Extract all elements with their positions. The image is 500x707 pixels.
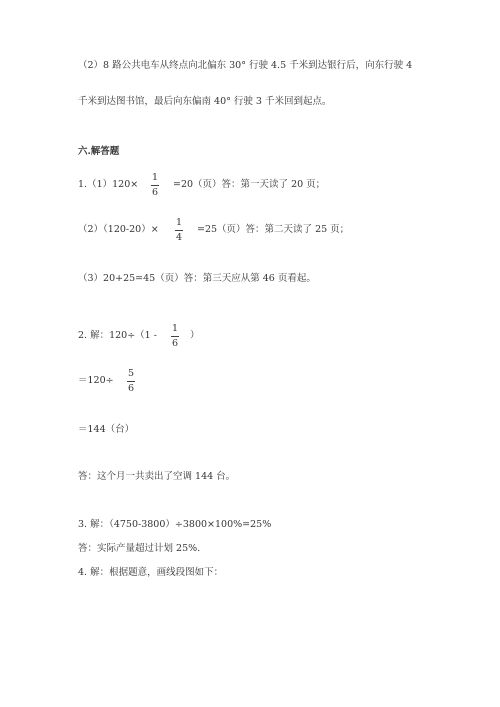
fraction-bar (175, 230, 183, 231)
fraction-denominator: 6 (171, 338, 179, 349)
p2-line1-prefix: 2. 解：120÷（1 - (78, 330, 157, 341)
p4-line1: 4. 解：根据题意，画线段图如下： (78, 567, 224, 578)
p1-line2-suffix: =25（页）答：第二天读了 25 页； (197, 224, 350, 235)
fraction-bar (171, 336, 179, 337)
p3-answer: 答：实际产量超过计划 25%. (78, 543, 201, 554)
section-title: 六.解答题 (78, 146, 120, 157)
p1-line2-prefix: （2）（120-20）× (78, 224, 159, 235)
p1-line1-fraction (150, 172, 160, 198)
fraction-numerator: 1 (151, 172, 159, 183)
fraction-bar (127, 381, 135, 382)
p3-line1: 3. 解：（4750-3800）÷3800×100%=25% (78, 519, 272, 530)
fraction-bar (151, 185, 159, 186)
q2-text-line2: 千米到达图书馆，最后向东偏南 40° 行驶 3 千米回到起点。 (78, 96, 332, 107)
fraction-numerator: 5 (127, 368, 135, 379)
p1-line3: （3）20+25=45（页）答：第三天应从第 46 页看起。 (78, 273, 316, 284)
p1-line1-suffix: =20（页）答：第一天读了 20 页； (173, 179, 326, 190)
p2-line1-suffix: ） (190, 330, 200, 341)
p2-line3: ＝144（台） (78, 424, 135, 435)
fraction-denominator: 6 (151, 187, 159, 198)
p1-line1-prefix: 1.（1）120× (78, 179, 139, 190)
p2-answer: 答：这个月一共卖出了空调 144 台。 (78, 471, 236, 482)
p2-line2-fraction (126, 368, 136, 394)
fraction-denominator: 6 (127, 383, 135, 394)
p1-line2-fraction (174, 217, 184, 243)
fraction-denominator: 4 (175, 232, 183, 243)
p2-line2-prefix: ＝120÷ (78, 375, 114, 386)
fraction-numerator: 1 (175, 217, 183, 228)
p2-line1-fraction (170, 323, 180, 349)
fraction-numerator: 1 (171, 323, 179, 334)
q2-text-line1: （2）8 路公共电车从终点向北偏东 30° 行驶 4.5 千米到达银行后，向东行驶 4 (78, 60, 413, 71)
